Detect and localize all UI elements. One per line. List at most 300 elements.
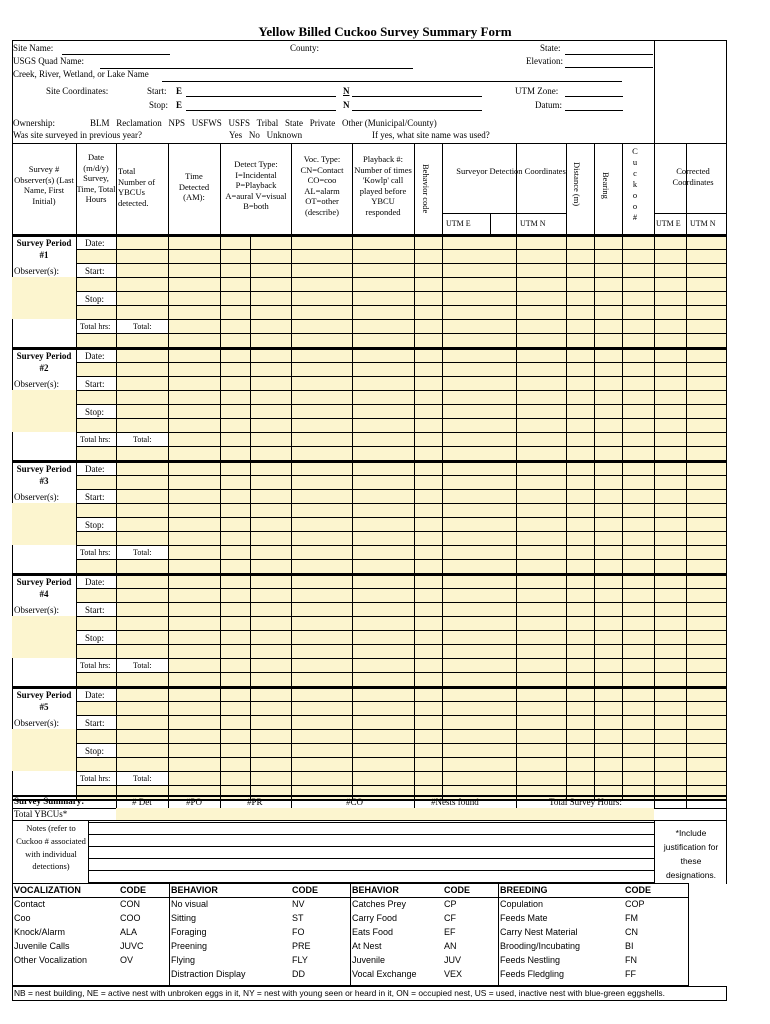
legend-item: No visual xyxy=(171,899,209,909)
data-row-fill xyxy=(654,574,686,588)
total-hrs-label: Total hrs: xyxy=(80,548,111,557)
legend-item: Copulation xyxy=(500,899,544,909)
observer-fill xyxy=(12,277,76,319)
footnote xyxy=(12,986,727,1001)
footnote-text: NB = nest building, NE = active nest with unbroken eggs in it, NY = nest with young seen or heard in it, ON = occupied nest, US = used, inactive nest with blue-green eggshells. xyxy=(14,988,665,998)
data-row-fill xyxy=(654,729,686,743)
summary-divider xyxy=(654,795,655,808)
summary-pr: #PR xyxy=(247,797,263,807)
column-line xyxy=(594,687,595,799)
column-line xyxy=(622,461,623,573)
data-row-fill xyxy=(168,446,654,460)
header-utm-e2: UTM E xyxy=(656,219,681,228)
data-row-fill xyxy=(686,475,726,489)
data-row-fill xyxy=(654,771,686,785)
row-line xyxy=(76,630,726,631)
site-name-label: Site Name: xyxy=(13,43,54,53)
notes-justification: *Include justification for these designations. xyxy=(663,828,719,880)
column-line xyxy=(414,461,415,573)
code-legend xyxy=(12,883,689,986)
column-line xyxy=(352,235,353,347)
start-e-label: E xyxy=(176,86,183,96)
data-row-fill xyxy=(654,305,686,319)
legend-code: AN xyxy=(444,941,457,951)
data-row-fill xyxy=(686,446,726,460)
data-row-fill xyxy=(686,743,726,757)
column-line xyxy=(622,574,623,686)
data-row-fill xyxy=(654,715,686,729)
row-line xyxy=(76,715,726,716)
stop-label: Stop: xyxy=(85,746,105,756)
data-row-fill xyxy=(168,757,654,771)
date-label: Date: xyxy=(85,238,105,248)
column-line xyxy=(594,574,595,686)
row-line xyxy=(76,757,726,758)
header-column-divider xyxy=(622,143,623,234)
data-row-fill xyxy=(168,588,654,602)
start-label: Start: xyxy=(147,86,167,96)
data-row-fill xyxy=(168,715,654,729)
data-row-fill xyxy=(168,729,654,743)
summary-fill xyxy=(116,808,654,820)
legend-code-header: CODE xyxy=(292,885,319,895)
date-label: Date: xyxy=(85,577,105,587)
site-coords-label: Site Coordinates: xyxy=(46,86,109,96)
data-row-fill xyxy=(654,531,686,545)
legend-item: Carry Nest Material xyxy=(500,927,578,937)
time-sub-line xyxy=(250,461,251,573)
data-row-fill xyxy=(168,249,654,263)
start-n-label: N xyxy=(343,86,350,96)
header-distance: Distance (m) xyxy=(572,162,582,207)
column-line xyxy=(654,687,655,799)
total-fill xyxy=(116,559,168,573)
column-line xyxy=(116,235,117,347)
data-row-fill xyxy=(168,545,654,559)
legend-code: OV xyxy=(120,955,134,965)
column-line xyxy=(76,461,77,573)
data-row-fill xyxy=(686,715,726,729)
column-line xyxy=(220,574,221,686)
corrected-coords-divider xyxy=(654,213,726,214)
row-line xyxy=(76,319,726,320)
header-column-divider xyxy=(168,143,169,234)
summary-bottom-line xyxy=(12,820,726,821)
data-row-fill xyxy=(686,263,726,277)
column-line xyxy=(414,348,415,460)
legend-code: COO xyxy=(120,913,141,923)
column-line xyxy=(414,574,415,686)
data-row-fill xyxy=(168,644,654,658)
notes-divider xyxy=(88,820,89,884)
header-total-number: Total Number of YBCUs detected. xyxy=(118,166,156,208)
county-label: County: xyxy=(290,43,320,53)
stop-fill xyxy=(76,418,116,432)
ownership-options[interactable]: BLM Reclamation NPS USFWS USFS Tribal State Private Other (Municipal/County) xyxy=(90,118,437,128)
total-hrs-fill xyxy=(76,672,116,686)
total-hrs-label: Total hrs: xyxy=(80,774,111,783)
column-line xyxy=(291,574,292,686)
data-row-fill xyxy=(168,305,654,319)
stop-fill xyxy=(76,644,116,658)
column-line xyxy=(566,235,567,347)
stop-fill xyxy=(76,531,116,545)
column-line xyxy=(168,235,169,347)
data-row-fill xyxy=(686,687,726,701)
data-row-fill xyxy=(686,376,726,390)
legend-item: Feeds Mate xyxy=(500,913,548,923)
data-row-fill xyxy=(686,461,726,475)
data-row-fill xyxy=(168,771,654,785)
surveyed-question: Was site surveyed in previous year? xyxy=(13,130,142,140)
notes-line xyxy=(88,858,654,859)
legend-header: BEHAVIOR xyxy=(171,885,218,895)
start-label: Start: xyxy=(85,718,105,728)
survey-period-label: Survey Period #4 xyxy=(16,577,72,599)
column-line xyxy=(442,348,443,460)
data-row-fill xyxy=(654,404,686,418)
data-row-fill xyxy=(654,277,686,291)
header-time-detected: Time Detected (AM): xyxy=(178,171,210,202)
stop-fill xyxy=(76,305,116,319)
data-row-fill xyxy=(168,362,654,376)
total-fill xyxy=(116,333,168,347)
stop-e-label: E xyxy=(176,100,183,110)
legend-item: Other Vocalization xyxy=(14,955,88,965)
data-row-fill xyxy=(654,602,686,616)
column-line xyxy=(352,461,353,573)
data-row-fill xyxy=(168,263,654,277)
data-row-fill xyxy=(654,701,686,715)
data-row-fill xyxy=(168,602,654,616)
total-label: Total: xyxy=(133,435,152,444)
data-row-fill xyxy=(686,404,726,418)
notes-label: Notes (refer to Cuckoo # associated with individual detections) xyxy=(16,823,86,872)
data-row-fill xyxy=(654,291,686,305)
observer-fill xyxy=(12,616,76,658)
data-row-fill xyxy=(686,517,726,531)
header-date: Date (m/d/y) Survey, Time, Total Hours xyxy=(76,152,116,204)
observer-fill xyxy=(12,503,76,545)
column-line xyxy=(352,574,353,686)
header-column-divider xyxy=(291,143,292,234)
legend-code: CF xyxy=(444,913,456,923)
header-column-divider xyxy=(442,143,443,234)
row-line xyxy=(76,432,726,433)
row-line xyxy=(76,305,726,306)
data-row-fill xyxy=(654,630,686,644)
data-row-fill xyxy=(686,729,726,743)
start-label: Start: xyxy=(85,605,105,615)
legend-code: FLY xyxy=(292,955,308,965)
data-row-fill xyxy=(686,574,726,588)
column-line xyxy=(291,687,292,799)
form-title: Yellow Billed Cuckoo Survey Summary Form xyxy=(258,24,512,39)
legend-item: Vocal Exchange xyxy=(352,969,417,979)
table-right-border xyxy=(726,40,727,884)
header-corrected: Corrected Coordinates xyxy=(672,166,714,187)
data-row-fill xyxy=(686,235,726,249)
summary-divider xyxy=(291,795,292,808)
legend-header: BEHAVIOR xyxy=(352,885,399,895)
header-utm-e: UTM E xyxy=(446,219,471,228)
row-line xyxy=(76,446,726,447)
row-line xyxy=(76,545,726,546)
legend-item: Flying xyxy=(171,955,196,965)
legend-code: CN xyxy=(625,927,638,937)
column-line xyxy=(291,348,292,460)
data-row-fill xyxy=(168,574,654,588)
data-row-fill xyxy=(654,475,686,489)
data-row-fill xyxy=(654,757,686,771)
row-line xyxy=(76,503,726,504)
header-column-divider xyxy=(516,143,517,234)
legend-code: JUV xyxy=(444,955,462,965)
column-line xyxy=(566,348,567,460)
data-row-fill xyxy=(654,235,686,249)
total-hrs-fill xyxy=(76,333,116,347)
row-line xyxy=(76,729,726,730)
row-line xyxy=(76,362,726,363)
data-row-fill xyxy=(168,672,654,686)
row-line xyxy=(76,404,726,405)
data-row-fill xyxy=(686,277,726,291)
header-voc-type: Voc. Type: CN=Contact CO=coo AL=alarm OT=other (describe) xyxy=(300,154,344,217)
column-line xyxy=(566,687,567,799)
legend-header: BREEDING xyxy=(500,885,548,895)
header-column-divider xyxy=(654,143,655,234)
data-row-fill xyxy=(168,658,654,672)
usgs-quad-label: USGS Quad Name: xyxy=(13,56,84,66)
row-line xyxy=(76,263,726,264)
start-label: Start: xyxy=(85,266,105,276)
legend-code: ALA xyxy=(120,927,138,937)
column-line xyxy=(442,574,443,686)
data-row-fill xyxy=(654,333,686,347)
creek-label: Creek, River, Wetland, or Lake Name xyxy=(13,69,149,79)
row-line xyxy=(76,743,726,744)
column-line xyxy=(442,687,443,799)
summary-po: #PO xyxy=(186,797,203,807)
summary-hours: Total Survey Hours: xyxy=(549,797,622,807)
legend-code: FN xyxy=(625,955,637,965)
data-row-fill xyxy=(168,277,654,291)
total-hrs-label: Total hrs: xyxy=(80,661,111,670)
legend-item: Foraging xyxy=(171,927,207,937)
header-cuckoo-num: C u c k o o # xyxy=(632,146,638,222)
total-label: Total: xyxy=(133,661,152,670)
legend-code: BI xyxy=(625,941,634,951)
column-line xyxy=(220,235,221,347)
column-line xyxy=(76,687,77,799)
time-sub-line xyxy=(250,687,251,799)
observers-label: Observer(s): xyxy=(14,266,59,276)
data-row-fill xyxy=(654,263,686,277)
observer-fill xyxy=(12,390,76,432)
date-label: Date: xyxy=(85,690,105,700)
data-row-fill xyxy=(654,376,686,390)
legend-code-header: CODE xyxy=(625,885,652,895)
column-line xyxy=(76,235,77,347)
data-row-fill xyxy=(686,305,726,319)
header-column-divider xyxy=(116,143,117,234)
data-row-fill xyxy=(168,630,654,644)
column-line xyxy=(516,574,517,686)
column-line xyxy=(116,348,117,460)
data-row-fill xyxy=(654,390,686,404)
data-row-fill xyxy=(686,771,726,785)
column-line xyxy=(116,574,117,686)
column-line xyxy=(686,687,687,799)
data-row-fill xyxy=(686,333,726,347)
row-line xyxy=(76,771,726,772)
header-bearing: Bearing xyxy=(601,172,611,199)
utm-zone-label: UTM Zone: xyxy=(515,86,559,96)
data-row-fill xyxy=(168,333,654,347)
data-row-fill xyxy=(168,319,654,333)
data-row-fill xyxy=(168,404,654,418)
date-label: Date: xyxy=(85,351,105,361)
summary-divider xyxy=(220,795,221,808)
data-row-fill xyxy=(654,503,686,517)
row-line xyxy=(76,616,726,617)
summary-divider xyxy=(168,795,169,808)
stop-fill xyxy=(76,757,116,771)
row-line xyxy=(76,376,726,377)
column-line xyxy=(516,687,517,799)
column-line xyxy=(594,348,595,460)
data-row-fill xyxy=(654,446,686,460)
data-row-fill xyxy=(168,291,654,305)
column-line xyxy=(352,687,353,799)
column-line xyxy=(168,687,169,799)
data-row-fill xyxy=(686,757,726,771)
row-line xyxy=(76,672,726,673)
data-row-fill xyxy=(168,559,654,573)
row-line xyxy=(76,574,726,576)
data-row-fill xyxy=(654,616,686,630)
column-line xyxy=(414,235,415,347)
data-row-fill xyxy=(168,418,654,432)
start-fill xyxy=(76,616,116,630)
column-line xyxy=(686,235,687,347)
data-row-fill xyxy=(168,390,654,404)
legend-code: JUVC xyxy=(120,941,144,951)
row-line xyxy=(76,249,726,250)
column-header-top xyxy=(12,143,726,144)
column-line xyxy=(516,235,517,347)
data-row-fill xyxy=(654,559,686,573)
legend-divider xyxy=(498,884,499,985)
data-row-fill xyxy=(168,475,654,489)
legend-header: VOCALIZATION xyxy=(14,885,81,895)
legend-item: Contact xyxy=(14,899,46,909)
survey-period-label: Survey Period #5 xyxy=(16,690,72,712)
data-row-fill xyxy=(654,743,686,757)
row-line xyxy=(76,644,726,645)
notes-line xyxy=(88,870,654,871)
data-row-fill xyxy=(654,644,686,658)
column-line xyxy=(686,574,687,686)
legend-divider xyxy=(350,884,351,985)
data-row-fill xyxy=(686,319,726,333)
surveyor-coords-divider xyxy=(442,213,566,214)
data-row-fill xyxy=(686,602,726,616)
date-fill xyxy=(76,475,116,489)
data-row-fill xyxy=(686,418,726,432)
data-row-fill xyxy=(654,348,686,362)
data-row-fill xyxy=(168,503,654,517)
data-row-fill xyxy=(168,489,654,503)
data-row-fill xyxy=(654,461,686,475)
column-line xyxy=(168,348,169,460)
legend-item: At Nest xyxy=(352,941,382,951)
column-line xyxy=(654,348,655,460)
row-line xyxy=(76,658,726,659)
column-line xyxy=(220,348,221,460)
legend-item: Distraction Display xyxy=(171,969,246,979)
utm-header-divider xyxy=(490,213,491,234)
site-name-used-label: If yes, what site name was used? xyxy=(372,130,490,140)
ownership-label: Ownership: xyxy=(13,118,55,128)
elevation-label: Elevation: xyxy=(526,56,563,66)
start-label: Start: xyxy=(85,379,105,389)
column-line xyxy=(116,461,117,573)
column-line xyxy=(442,235,443,347)
summary-total-ybcus: Total YBCUs* xyxy=(14,809,68,819)
stop-label: Stop: xyxy=(85,294,105,304)
legend-code: CON xyxy=(120,899,140,909)
legend-code-header: CODE xyxy=(444,885,471,895)
column-line xyxy=(516,461,517,573)
header-surveyor-coords: Surveyor Detection Coordinates xyxy=(456,166,566,176)
summary-nests: #Nests found xyxy=(431,797,479,807)
legend-item: Juvenile Calls xyxy=(14,941,70,951)
summary-divider xyxy=(116,795,117,808)
legend-code: FO xyxy=(292,927,305,937)
header-utm-n2: UTM N xyxy=(690,219,716,228)
start-fill xyxy=(76,277,116,291)
time-sub-line xyxy=(250,348,251,460)
data-row-fill xyxy=(168,701,654,715)
data-row-fill xyxy=(654,687,686,701)
row-line xyxy=(76,588,726,589)
header-behavior-code: Behavior code xyxy=(421,164,431,214)
data-row-fill xyxy=(686,672,726,686)
legend-header-line xyxy=(13,897,688,898)
date-fill xyxy=(76,588,116,602)
data-row-fill xyxy=(168,348,654,362)
corrected-utm-divider xyxy=(686,213,687,234)
column-line xyxy=(442,461,443,573)
header-utm-n: UTM N xyxy=(520,219,546,228)
data-row-fill xyxy=(168,376,654,390)
total-fill xyxy=(116,672,168,686)
header-survey-observer: Survey # Observer(s) (Last Name, First Initial) xyxy=(14,164,74,206)
column-line xyxy=(654,574,655,686)
date-label: Date: xyxy=(85,464,105,474)
column-line xyxy=(594,461,595,573)
data-row-fill xyxy=(654,489,686,503)
header-detect-type: Detect Type: I=Incidental P=Playback A=aural V=visual B=both xyxy=(225,159,287,211)
legend-item: Knock/Alarm xyxy=(14,927,66,937)
legend-item: Coo xyxy=(14,913,31,923)
surveyed-options[interactable]: Yes No Unknown xyxy=(229,130,303,140)
data-row-fill xyxy=(654,517,686,531)
data-row-fill xyxy=(686,531,726,545)
legend-code: FM xyxy=(625,913,638,923)
date-fill xyxy=(76,249,116,263)
